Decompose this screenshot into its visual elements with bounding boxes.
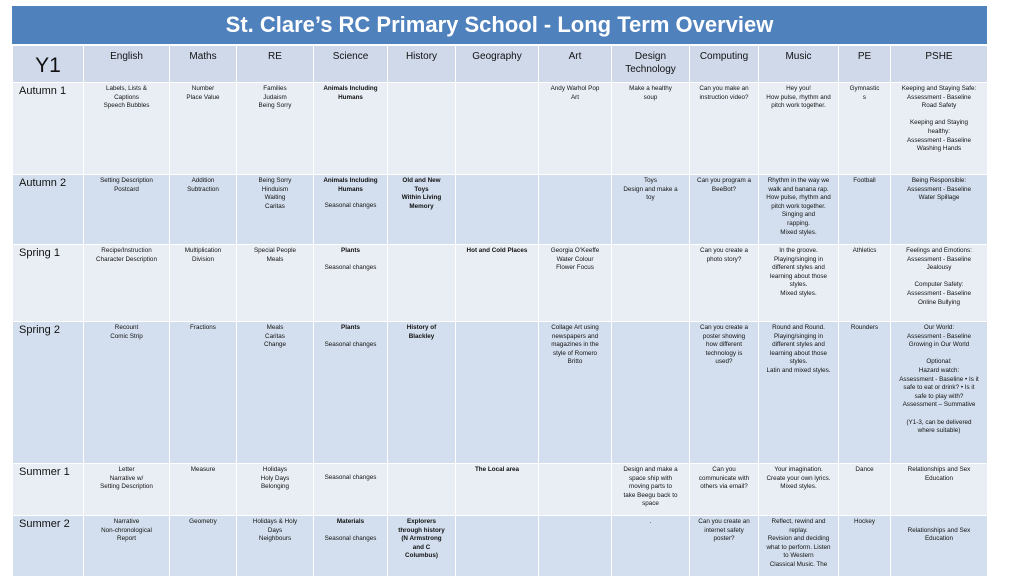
cell-text: Gymnastic s [849, 85, 880, 101]
cell-english [84, 322, 170, 464]
cell-text: Can you make an instruction video? [699, 85, 749, 101]
cell-text: Animals Including Humans [323, 177, 378, 193]
cell-pshe [891, 322, 988, 464]
cell-pe [839, 322, 891, 464]
cell-text: Letter Narrative w/ Setting Description [100, 466, 153, 491]
cell-design-technology [612, 516, 690, 576]
cell-history [388, 83, 456, 175]
cell-text: Collage Art using newspapers and magazines in the style of Romero Britto [551, 324, 599, 366]
cell-maths [170, 516, 237, 576]
cell-geography [456, 83, 539, 175]
cell-geography [456, 245, 539, 322]
cell-science [314, 322, 388, 464]
cell-text: Relationships and Sex Education [907, 526, 971, 543]
cell-text: Make a healthy soup [629, 85, 672, 101]
cell-maths [170, 175, 237, 245]
table-row [13, 175, 988, 245]
cell-science [314, 464, 388, 516]
header-computing: Computing [690, 46, 759, 83]
cell-history [388, 322, 456, 464]
cell-text: . [649, 518, 652, 525]
cell-text: Can you create an internet safety poster? [698, 518, 750, 543]
cell-text: Recount Comic Strip [110, 324, 143, 340]
table-row [13, 245, 988, 322]
cell-text: Relationships and Sex Education [907, 466, 971, 482]
cell-history [388, 245, 456, 322]
cell-text: Athletics [852, 247, 877, 254]
cell-maths [170, 322, 237, 464]
cell-text: Can you program a BeeBot? [697, 177, 751, 193]
cell-text: Measure [190, 466, 216, 473]
year-label: Y1 [13, 46, 84, 83]
cell-text: Our World: Assessment - Baseline Growing in Our World Optional: Hazard watch: Assessment - Baseline • Is it safe to eat or drink? • Is it safe to play with? Assessment – Summative (Y1-3, can be delivered where suitable) [899, 324, 979, 435]
cell-music [759, 322, 839, 464]
cell-computing [690, 175, 759, 245]
cell-text: Recipe/Instruction Character Description [96, 247, 157, 263]
cell-text: Fractions [190, 324, 216, 331]
header-maths: Maths [170, 46, 237, 83]
cell-science [314, 83, 388, 175]
cell-art [539, 245, 612, 322]
term-label: Spring 1 [13, 245, 84, 322]
cell-music [759, 516, 839, 576]
cell-text: Georgia O’Keeffe Water Colour Flower Focus [550, 247, 600, 272]
cell-maths [170, 464, 237, 516]
term-label: Summer 2 [13, 516, 84, 576]
cell-geography [456, 516, 539, 576]
cell-pshe [891, 175, 988, 245]
cell-english [84, 516, 170, 576]
cell-text: In the groove. Playing/singing in different styles and learning about those styles. Mixed styles. [769, 247, 828, 297]
cell-text: Can you create a photo story? [700, 247, 748, 263]
cell-computing [690, 516, 759, 576]
cell-text: Dance [855, 466, 874, 473]
cell-text: Your imagination. Create your own lyrics. Mixed styles. [766, 466, 831, 491]
cell-geography [456, 464, 539, 516]
cell-computing [690, 464, 759, 516]
cell-text: Holidays & Holy Days Neighbours [252, 518, 298, 543]
cell-text: Holidays Holy Days Belonging [260, 466, 290, 491]
cell-pshe [891, 245, 988, 322]
seasonal-note: Seasonal changes [324, 202, 377, 210]
table-row [13, 464, 988, 516]
table-row [13, 322, 988, 464]
table-row [13, 83, 988, 175]
cell-text: Setting Description Postcard [100, 177, 153, 193]
cell-text: Being Sorry Hinduism Waiting Caritas [258, 177, 292, 210]
cell-text: Plants [341, 324, 360, 331]
cell-text: Old and New Toys Within Living Memory [401, 177, 442, 210]
header-english: English [84, 46, 170, 83]
cell-text: Can you communicate with others via email? [698, 466, 750, 491]
cell-text: Keeping and Staying Safe: Assessment - Baseline Road Safety Keeping and Staying healthy: Assessment - Baseline Washing Hands [901, 85, 977, 153]
cell-science [314, 245, 388, 322]
cell-maths [170, 245, 237, 322]
cell-art [539, 322, 612, 464]
table-row [13, 516, 988, 576]
cell-music [759, 83, 839, 175]
cell-english [84, 175, 170, 245]
cell-text: Animals Including Humans [323, 85, 378, 101]
cell-history [388, 464, 456, 516]
cell-text: Meals Caritas Change [263, 324, 287, 349]
cell-re [237, 175, 314, 245]
cell-science [314, 175, 388, 245]
page-title: St. Clare’s RC Primary School - Long Term Overview [12, 6, 987, 44]
term-label: Autumn 2 [13, 175, 84, 245]
cell-design-technology [612, 464, 690, 516]
cell-text: Rhythm in the way we walk and banana rap. How pulse, rhythm and pitch work together. Singing and rapping. Mixed styles. [766, 177, 831, 236]
cell-text: Hey you! How pulse, rhythm and pitch work together. [766, 85, 831, 110]
cell-pshe [891, 516, 988, 576]
cell-art [539, 516, 612, 576]
cell-pe [839, 175, 891, 245]
cell-art [539, 464, 612, 516]
cell-text: Being Responsible: Assessment - Baseline Water Spillage [906, 177, 972, 202]
cell-text: Labels, Lists & Captions Speech Bubbles [103, 85, 150, 110]
cell-text: Hot and Cold Places [466, 247, 528, 254]
cell-text: Feelings and Emotions: Assessment - Baseline Jealousy Computer Safety: Assessment - Baseline Online Bullying [906, 247, 972, 306]
header-art: Art [539, 46, 612, 83]
term-label: Spring 2 [13, 322, 84, 464]
cell-maths [170, 83, 237, 175]
cell-text: Number Place Value [186, 85, 220, 101]
header-row [13, 46, 988, 83]
seasonal-note: Seasonal changes [324, 474, 377, 481]
cell-design-technology [612, 175, 690, 245]
cell-science [314, 516, 388, 576]
header-geography: Geography [456, 46, 539, 83]
cell-text: Hockey [854, 518, 875, 525]
header-design-technology: Design Technology [612, 46, 690, 83]
cell-pe [839, 464, 891, 516]
term-label: Summer 1 [13, 464, 84, 516]
seasonal-note: Seasonal changes [324, 263, 377, 271]
cell-pe [839, 83, 891, 175]
cell-music [759, 245, 839, 322]
cell-re [237, 516, 314, 576]
cell-text: Reflect, rewind and replay. Revision and deciding what to perform. Listen to Western Classical Music. The [766, 518, 831, 568]
seasonal-note: Seasonal changes [324, 340, 377, 348]
cell-re [237, 83, 314, 175]
cell-pshe [891, 83, 988, 175]
cell-pe [839, 245, 891, 322]
cell-computing [690, 83, 759, 175]
cell-text: Materials [336, 518, 365, 525]
cell-text: Special People Meals [253, 247, 296, 263]
cell-re [237, 464, 314, 516]
cell-text: Football [853, 177, 876, 184]
cell-music [759, 464, 839, 516]
cell-history [388, 175, 456, 245]
cell-english [84, 83, 170, 175]
cell-design-technology [612, 83, 690, 175]
cell-computing [690, 322, 759, 464]
header-pe: PE [839, 46, 891, 83]
cell-text: Geometry [189, 518, 217, 525]
cell-english [84, 464, 170, 516]
cell-text: Can you create a poster showing how different technology is used? [700, 324, 748, 366]
header-re: RE [237, 46, 314, 83]
cell-re [237, 322, 314, 464]
overview-table [12, 45, 988, 576]
cell-text: History of Blackley [406, 324, 437, 340]
cell-art [539, 83, 612, 175]
cell-geography [456, 322, 539, 464]
cell-text: Explorers through history (N Armstrong and C Columbus) [398, 518, 445, 560]
cell-text: Toys Design and make a toy [623, 177, 678, 202]
header-history: History [388, 46, 456, 83]
term-label: Autumn 1 [13, 83, 84, 175]
cell-history [388, 516, 456, 576]
cell-text: Design and make a space ship with moving parts to take Beegu back to space [623, 466, 678, 508]
cell-text: Multiplication Division [184, 247, 222, 263]
header-pshe: PSHE [891, 46, 988, 83]
cell-pshe [891, 464, 988, 516]
cell-computing [690, 245, 759, 322]
header-science: Science [314, 46, 388, 83]
seasonal-note: Seasonal changes [324, 534, 377, 542]
cell-text: Plants [341, 247, 360, 254]
cell-art [539, 175, 612, 245]
cell-text: The Local area [474, 466, 520, 473]
cell-english [84, 245, 170, 322]
cell-text: Addition Subtraction [187, 177, 219, 193]
cell-text: Rounders [850, 324, 879, 331]
cell-geography [456, 175, 539, 245]
cell-design-technology [612, 322, 690, 464]
cell-text: Narrative Non-chronological Report [101, 518, 152, 543]
cell-design-technology [612, 245, 690, 322]
header-music: Music [759, 46, 839, 83]
cell-re [237, 245, 314, 322]
cell-music [759, 175, 839, 245]
cell-text: Round and Round. Playing/singing in different styles and learning about those styles. Latin and mixed styles. [766, 324, 831, 374]
cell-pe [839, 516, 891, 576]
cell-text: Andy Warhol Pop Art [550, 85, 600, 101]
cell-text: Families Judaism Being Sorry [258, 85, 292, 110]
